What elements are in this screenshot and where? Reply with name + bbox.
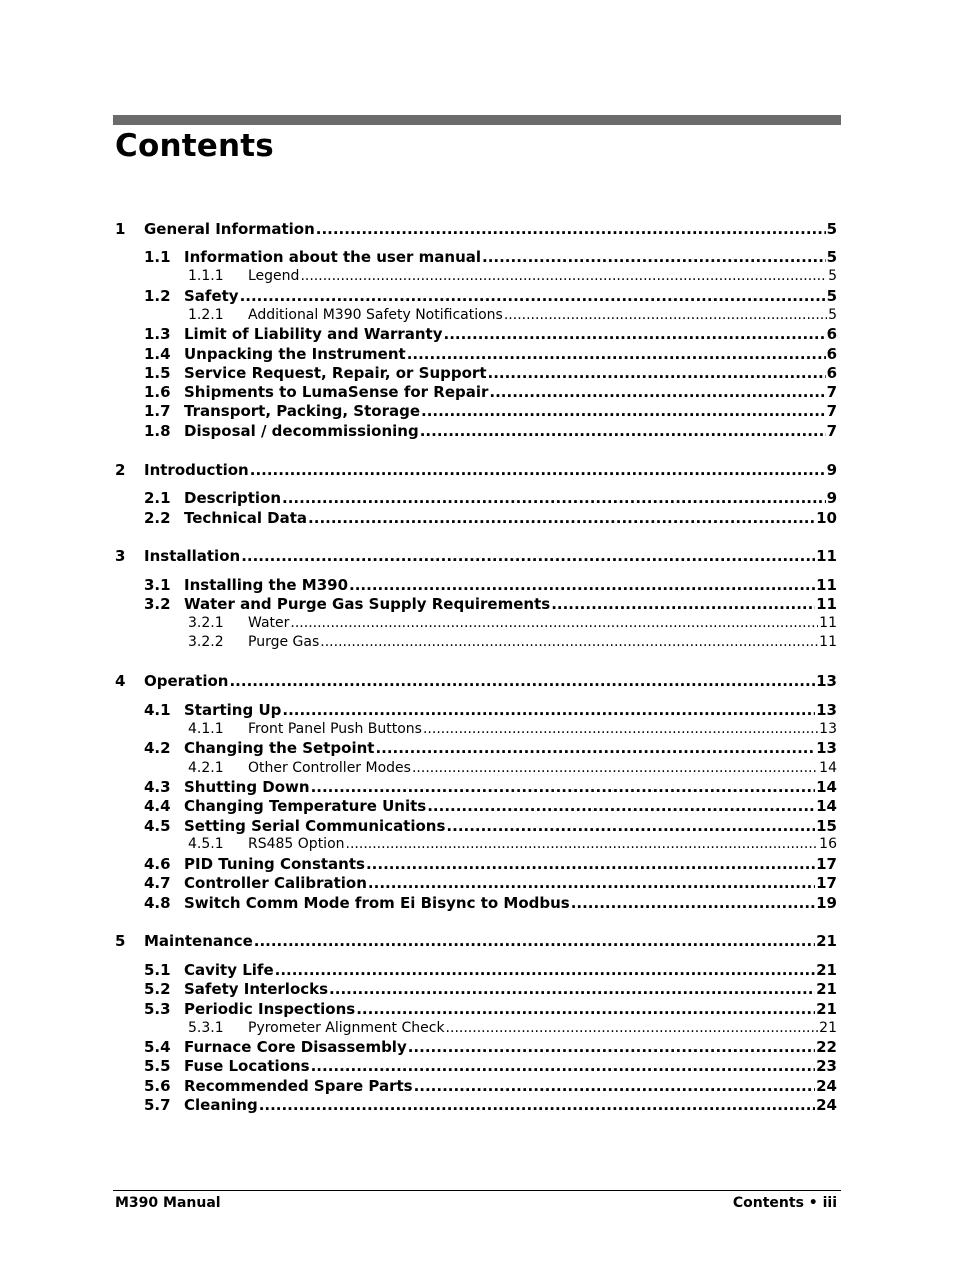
toc-leader-dots bbox=[368, 875, 815, 892]
toc-entry-page: 5 bbox=[828, 268, 837, 284]
footer-rule bbox=[113, 1190, 841, 1191]
toc-entry[interactable] bbox=[0, 488, 954, 507]
toc-entry-page: 11 bbox=[816, 595, 837, 613]
toc-leader-dots bbox=[571, 895, 815, 912]
toc-leader-dots bbox=[311, 1058, 816, 1075]
toc-entry-page: 24 bbox=[816, 1096, 837, 1114]
toc-entry-number: 1.1 bbox=[144, 248, 171, 266]
toc-leader-dots bbox=[300, 268, 827, 285]
toc-entry-page: 5 bbox=[828, 307, 837, 323]
toc-entry[interactable] bbox=[0, 324, 954, 343]
toc-entry-title: Operation bbox=[144, 672, 229, 690]
toc-entry-page: 7 bbox=[826, 402, 837, 420]
toc-leader-dots bbox=[551, 596, 815, 613]
toc-leader-dots bbox=[407, 346, 826, 363]
toc-entry-title: Information about the user manual bbox=[184, 248, 482, 266]
toc-entry[interactable] bbox=[0, 1037, 954, 1056]
toc-leader-dots bbox=[346, 836, 819, 853]
toc-entry-number: 4.4 bbox=[144, 797, 171, 815]
toc-entry-page: 13 bbox=[819, 721, 837, 737]
toc-entry[interactable] bbox=[0, 344, 954, 363]
toc-leader-dots bbox=[320, 634, 818, 651]
toc-entry[interactable] bbox=[0, 363, 954, 382]
toc-entry-number: 3.1 bbox=[144, 576, 171, 594]
toc-entry-page: 14 bbox=[816, 797, 837, 815]
toc-entry-title: Installing the M390 bbox=[184, 576, 349, 594]
toc-entry[interactable] bbox=[0, 700, 954, 719]
toc-entry-page: 21 bbox=[816, 961, 837, 979]
toc-entry[interactable] bbox=[0, 893, 954, 912]
toc-entry[interactable] bbox=[0, 854, 954, 873]
toc-entry-page: 21 bbox=[816, 1000, 837, 1018]
toc-entry[interactable] bbox=[0, 575, 954, 594]
toc-entry-page: 21 bbox=[816, 980, 837, 998]
toc-entry[interactable] bbox=[0, 382, 954, 401]
toc-entry-number: 1.1.1 bbox=[188, 268, 224, 284]
toc-entry-number: 4.8 bbox=[144, 894, 171, 912]
toc-entry[interactable] bbox=[0, 834, 954, 853]
toc-entry-page: 15 bbox=[816, 817, 837, 835]
toc-entry-title: Description bbox=[184, 489, 282, 507]
toc-entry-number: 2 bbox=[115, 461, 126, 479]
toc-entry-page: 10 bbox=[816, 509, 837, 527]
footer-page-label: Contents • iii bbox=[732, 1195, 837, 1211]
toc-leader-dots bbox=[282, 702, 815, 719]
toc-leader-dots bbox=[412, 760, 818, 777]
toc-entry[interactable] bbox=[0, 508, 954, 527]
footer-manual-name: M390 Manual bbox=[115, 1195, 221, 1211]
toc-entry-page: 11 bbox=[816, 576, 837, 594]
toc-entry-title: Safety Interlocks bbox=[184, 980, 329, 998]
toc-entry-title: Water and Purge Gas Supply Requirements bbox=[184, 595, 551, 613]
toc-entry[interactable] bbox=[0, 979, 954, 998]
toc-entry-title: PID Tuning Constants bbox=[184, 855, 365, 873]
toc-entry-number: 4.5 bbox=[144, 817, 171, 835]
toc-entry-number: 5.1 bbox=[144, 961, 171, 979]
toc-leader-dots bbox=[504, 307, 827, 324]
toc-entry-title: Safety bbox=[184, 287, 239, 305]
toc-entry-number: 4.5.1 bbox=[188, 836, 224, 852]
toc-entry-title: Purge Gas bbox=[248, 634, 320, 650]
toc-entry-page: 17 bbox=[816, 855, 837, 873]
toc-entry[interactable] bbox=[0, 960, 954, 979]
toc-entry[interactable] bbox=[0, 401, 954, 420]
toc-entry[interactable] bbox=[0, 816, 954, 835]
toc-entry-number: 5.7 bbox=[144, 1096, 171, 1114]
toc-entry-title: Setting Serial Communications bbox=[184, 817, 446, 835]
toc-entry-number: 5.2 bbox=[144, 980, 171, 998]
toc-entry[interactable] bbox=[0, 777, 954, 796]
toc-leader-dots bbox=[250, 462, 826, 479]
toc-entry-number: 5 bbox=[115, 932, 126, 950]
toc-leader-dots bbox=[316, 221, 826, 238]
toc-leader-dots bbox=[349, 577, 815, 594]
toc-entry-number: 5.5 bbox=[144, 1057, 171, 1075]
toc-entry[interactable] bbox=[0, 247, 954, 266]
toc-entry-title: Front Panel Push Buttons bbox=[248, 721, 422, 737]
toc-entry-number: 4.6 bbox=[144, 855, 171, 873]
toc-entry-title: Pyrometer Alignment Check bbox=[248, 1020, 445, 1036]
toc-leader-dots bbox=[414, 1078, 816, 1095]
toc-entry[interactable] bbox=[0, 546, 954, 565]
toc-entry-number: 1 bbox=[115, 220, 126, 238]
toc-entry-number: 4.2.1 bbox=[188, 760, 224, 776]
toc-entry-title: Starting Up bbox=[184, 701, 282, 719]
toc-leader-dots bbox=[241, 548, 815, 565]
toc-entry-title: Fuse Locations bbox=[184, 1057, 310, 1075]
toc-entry-page: 24 bbox=[816, 1077, 837, 1095]
toc-entry-page: 11 bbox=[816, 547, 837, 565]
toc-leader-dots bbox=[489, 384, 825, 401]
toc-entry-title: Limit of Liability and Warranty bbox=[184, 325, 443, 343]
toc-leader-dots bbox=[254, 933, 815, 950]
toc-entry-title: Maintenance bbox=[144, 932, 253, 950]
toc-entry[interactable] bbox=[0, 613, 954, 632]
toc-entry-number: 1.3 bbox=[144, 325, 171, 343]
toc-entry-number: 5.3.1 bbox=[188, 1020, 224, 1036]
toc-leader-dots bbox=[427, 798, 815, 815]
toc-entry-page: 14 bbox=[819, 760, 837, 776]
toc-entry-number: 4.7 bbox=[144, 874, 171, 892]
toc-entry-page: 16 bbox=[819, 836, 837, 852]
toc-entry-title: Cavity Life bbox=[184, 961, 274, 979]
toc-entry-page: 13 bbox=[816, 739, 837, 757]
toc-entry[interactable] bbox=[0, 999, 954, 1018]
toc-entry[interactable] bbox=[0, 219, 954, 238]
toc-entry-title: Changing Temperature Units bbox=[184, 797, 427, 815]
toc-entry-number: 3.2.2 bbox=[188, 634, 224, 650]
toc-entry-number: 5.6 bbox=[144, 1077, 171, 1095]
toc-leader-dots bbox=[446, 818, 815, 835]
toc-leader-dots bbox=[444, 326, 826, 343]
toc-entry-page: 6 bbox=[826, 364, 837, 382]
toc-entry-page: 14 bbox=[816, 778, 837, 796]
toc-leader-dots bbox=[311, 779, 816, 796]
toc-entry[interactable] bbox=[0, 719, 954, 738]
toc-entry-number: 1.8 bbox=[144, 422, 171, 440]
toc-entry-number: 4.2 bbox=[144, 739, 171, 757]
toc-entry-number: 1.2.1 bbox=[188, 307, 224, 323]
toc-leader-dots bbox=[229, 673, 815, 690]
toc-entry-page: 17 bbox=[816, 874, 837, 892]
toc-entry-page: 6 bbox=[826, 325, 837, 343]
toc-entry-title: Periodic Inspections bbox=[184, 1000, 356, 1018]
toc-entry-title: Installation bbox=[144, 547, 241, 565]
page-title: Contents bbox=[115, 128, 274, 164]
toc-entry-title: RS485 Option bbox=[248, 836, 345, 852]
toc-entry-title: Other Controller Modes bbox=[248, 760, 411, 776]
toc-entry-title: Furnace Core Disassembly bbox=[184, 1038, 407, 1056]
toc-entry-title: Recommended Spare Parts bbox=[184, 1077, 413, 1095]
toc-leader-dots bbox=[488, 365, 826, 382]
toc-entry-page: 11 bbox=[819, 615, 837, 631]
toc-entry-title: Introduction bbox=[144, 461, 249, 479]
toc-entry[interactable] bbox=[0, 1076, 954, 1095]
toc-entry-page: 13 bbox=[816, 672, 837, 690]
toc-entry[interactable] bbox=[0, 796, 954, 815]
toc-entry-number: 3.2.1 bbox=[188, 615, 224, 631]
toc-entry-page: 5 bbox=[826, 248, 837, 266]
toc-entry-number: 3.2 bbox=[144, 595, 171, 613]
toc-entry-title: Disposal / decommissioning bbox=[184, 422, 419, 440]
toc-entry-number: 2.2 bbox=[144, 509, 171, 527]
toc-entry-page: 11 bbox=[819, 634, 837, 650]
toc-entry-page: 22 bbox=[816, 1038, 837, 1056]
toc-entry-title: Technical Data bbox=[184, 509, 308, 527]
toc-leader-dots bbox=[308, 510, 815, 527]
toc-leader-dots bbox=[420, 423, 826, 440]
toc-leader-dots bbox=[408, 1039, 815, 1056]
toc-entry-title: Shutting Down bbox=[184, 778, 310, 796]
toc-entry-number: 4.1 bbox=[144, 701, 171, 719]
toc-entry[interactable] bbox=[0, 266, 954, 285]
toc-entry-number: 1.6 bbox=[144, 383, 171, 401]
toc-entry-page: 9 bbox=[826, 489, 837, 507]
toc-entry-title: Water bbox=[248, 615, 290, 631]
toc-entry-title: Additional M390 Safety Notifications bbox=[248, 307, 503, 323]
toc-entry-page: 7 bbox=[826, 422, 837, 440]
toc-entry-page: 9 bbox=[826, 461, 837, 479]
toc-leader-dots bbox=[423, 721, 818, 738]
toc-entry-title: Shipments to LumaSense for Repair bbox=[184, 383, 489, 401]
toc-entry-title: Transport, Packing, Storage bbox=[184, 402, 421, 420]
toc-entry-title: Legend bbox=[248, 268, 300, 284]
toc-entry[interactable] bbox=[0, 632, 954, 651]
toc-entry[interactable] bbox=[0, 758, 954, 777]
toc-entry-title: Changing the Setpoint bbox=[184, 739, 375, 757]
toc-leader-dots bbox=[482, 249, 826, 266]
toc-entry-title: Controller Calibration bbox=[184, 874, 367, 892]
toc-entry-number: 4.1.1 bbox=[188, 721, 224, 737]
toc-entry-number: 3 bbox=[115, 547, 126, 565]
toc-leader-dots bbox=[259, 1097, 815, 1114]
toc-entry[interactable] bbox=[0, 1095, 954, 1114]
toc-entry[interactable] bbox=[0, 931, 954, 950]
toc-leader-dots bbox=[446, 1020, 819, 1037]
toc-leader-dots bbox=[421, 403, 826, 420]
toc-entry-page: 13 bbox=[816, 701, 837, 719]
toc-entry-title: Switch Comm Mode from Ei Bisync to Modbus bbox=[184, 894, 570, 912]
toc-leader-dots bbox=[240, 288, 826, 305]
toc-entry-title: Cleaning bbox=[184, 1096, 258, 1114]
toc-entry[interactable] bbox=[0, 286, 954, 305]
toc-entry-page: 21 bbox=[819, 1020, 837, 1036]
toc-entry-page: 5 bbox=[826, 220, 837, 238]
toc-leader-dots bbox=[375, 740, 815, 757]
toc-leader-dots bbox=[275, 962, 816, 979]
toc-entry-page: 6 bbox=[826, 345, 837, 363]
toc-entry-title: Service Request, Repair, or Support bbox=[184, 364, 487, 382]
toc-entry[interactable] bbox=[0, 460, 954, 479]
toc-entry-number: 2.1 bbox=[144, 489, 171, 507]
toc-entry-number: 1.7 bbox=[144, 402, 171, 420]
toc-entry[interactable] bbox=[0, 671, 954, 690]
toc-entry[interactable] bbox=[0, 738, 954, 757]
toc-entry-number: 5.4 bbox=[144, 1038, 171, 1056]
toc-leader-dots bbox=[329, 981, 815, 998]
toc-entry-number: 4.3 bbox=[144, 778, 171, 796]
toc-entry-number: 1.2 bbox=[144, 287, 171, 305]
toc-entry[interactable] bbox=[0, 1018, 954, 1037]
toc-entry-title: Unpacking the Instrument bbox=[184, 345, 406, 363]
toc-entry[interactable] bbox=[0, 421, 954, 440]
toc-entry-page: 21 bbox=[816, 932, 837, 950]
toc-entry-page: 7 bbox=[826, 383, 837, 401]
toc-entry[interactable] bbox=[0, 305, 954, 324]
toc-entry-number: 4 bbox=[115, 672, 126, 690]
toc-leader-dots bbox=[366, 856, 815, 873]
toc-entry-page: 19 bbox=[816, 894, 837, 912]
toc-leader-dots bbox=[356, 1001, 815, 1018]
toc-entry-page: 23 bbox=[816, 1057, 837, 1075]
toc-leader-dots bbox=[290, 615, 818, 632]
toc-entry-title: General Information bbox=[144, 220, 315, 238]
toc-entry-page: 5 bbox=[826, 287, 837, 305]
toc-entry[interactable] bbox=[0, 1056, 954, 1075]
toc-entry-number: 5.3 bbox=[144, 1000, 171, 1018]
toc-leader-dots bbox=[282, 490, 826, 507]
toc-entry-number: 1.5 bbox=[144, 364, 171, 382]
toc-entry[interactable] bbox=[0, 594, 954, 613]
toc-entry[interactable] bbox=[0, 873, 954, 892]
toc-entry-number: 1.4 bbox=[144, 345, 171, 363]
